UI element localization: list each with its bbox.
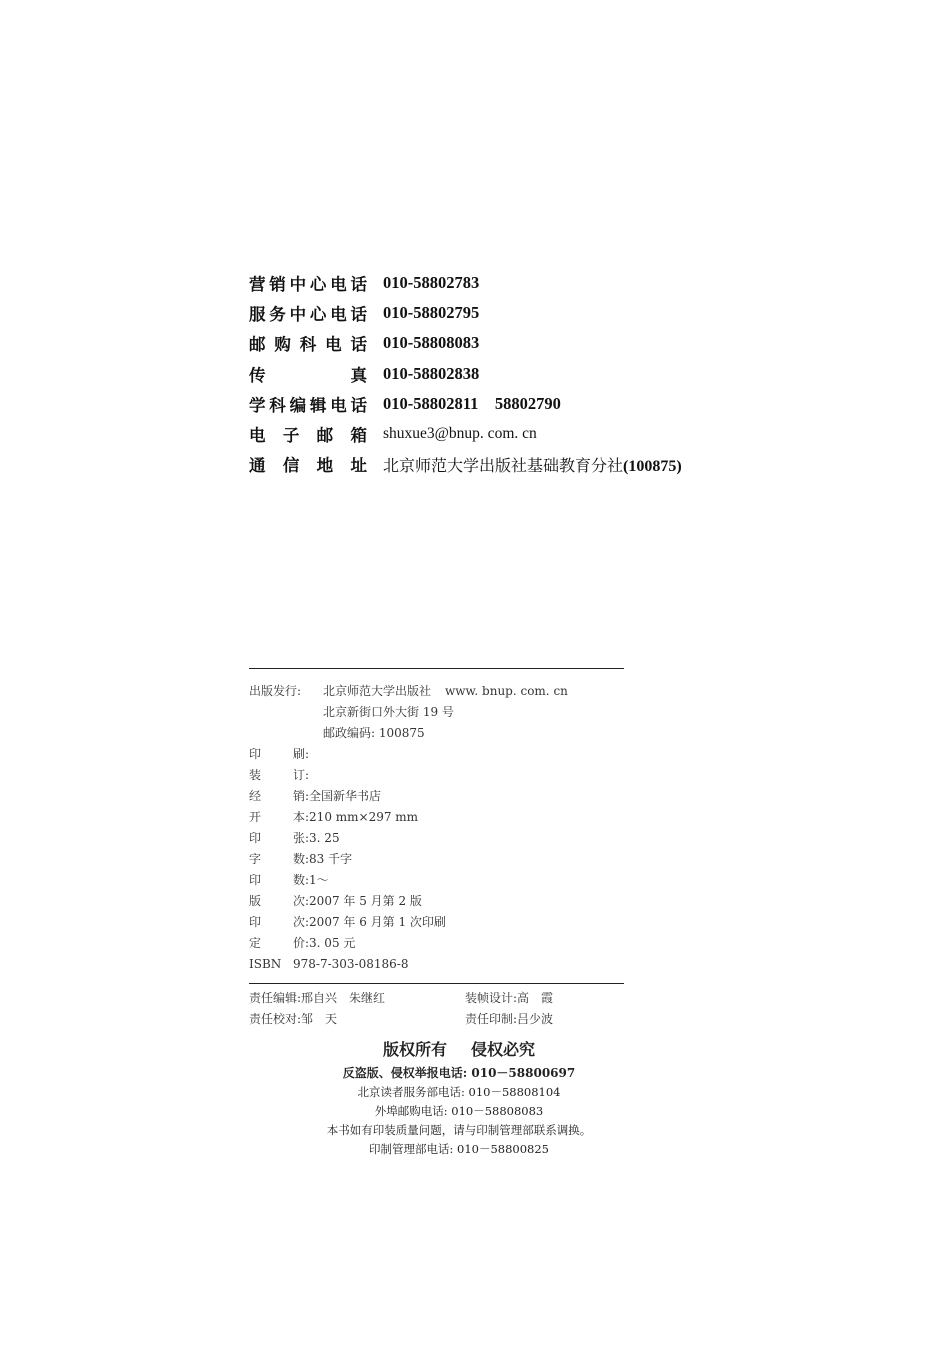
- mail-order-phone: 外埠邮购电话: 010－58808083: [374, 1104, 544, 1118]
- contact-label: 通 信 地 址: [249, 456, 367, 476]
- imprint-label: 字 数: [249, 852, 305, 866]
- top-divider: [249, 668, 624, 669]
- publisher-label: 出版发行:: [249, 684, 302, 698]
- isbn-row: [249, 953, 568, 974]
- imprint-row: 印 刷 :: [249, 746, 310, 761]
- publisher-name: 北京师范大学出版社: [323, 684, 432, 698]
- print-dept-phone: 印制管理部电话: 010－58800825: [368, 1142, 549, 1156]
- imprint-label: 印 刷: [249, 747, 305, 761]
- contact-row-service: [249, 298, 682, 328]
- bottom-divider: [249, 983, 624, 984]
- print-value: 吕少波: [517, 1012, 554, 1026]
- contact-value: 010-58808083: [383, 333, 480, 353]
- address-text: 北京师范大学出版社基础教育分社: [383, 455, 624, 475]
- slogan-infringement: 侵权必究: [471, 1040, 536, 1059]
- imprint-row: 印 张 : 3. 25: [249, 830, 340, 845]
- contact-label: 传 真: [249, 365, 367, 385]
- slogan-all-rights: 版权所有: [382, 1040, 447, 1059]
- isbn-label: ISBN: [249, 956, 282, 971]
- design-value: 高 霞: [517, 991, 554, 1005]
- contact-row-email: [249, 419, 682, 449]
- imprint-label: 印 数: [249, 873, 305, 887]
- copyright-footer: [249, 1037, 669, 1159]
- imprint-row: 经 销 : 全国新华书店: [249, 788, 382, 803]
- imprint-row: 定 价 : 3. 05 元: [249, 935, 356, 950]
- editor-value: 邢自兴 朱继红: [301, 991, 386, 1005]
- contact-label: 学 科 编 辑 电 话: [249, 395, 367, 415]
- contact-row-editorial: [249, 389, 682, 419]
- imprint-value: 83 千字: [309, 852, 353, 866]
- imprint-value: 3. 05 元: [309, 936, 356, 950]
- postcode-row: [249, 722, 568, 743]
- imprint-row: 装 订 :: [249, 767, 310, 782]
- credits-row: [249, 1008, 553, 1029]
- copyright-slogan: [249, 1037, 669, 1063]
- email-value: shuxue3@bnup. com. cn: [383, 425, 537, 443]
- imprint-row: 字 数 : 83 千字: [249, 851, 353, 866]
- imprint-block: [249, 680, 568, 974]
- contact-value: 010-58802811 58802790: [383, 393, 561, 413]
- contact-label: 电 子 邮 箱: [249, 426, 367, 446]
- contact-row-marketing: [249, 268, 682, 298]
- editor-label: 责任编辑:: [249, 991, 302, 1005]
- proof-value: 邹 天: [301, 1012, 338, 1026]
- contact-value: 010-58802795: [383, 303, 480, 323]
- imprint-value: 210 mm×297 mm: [309, 809, 419, 824]
- contact-row-fax: [249, 359, 682, 389]
- publisher-address: 北京新街口外大街 19 号: [323, 705, 454, 719]
- imprint-label: 印 张: [249, 831, 305, 845]
- imprint-label: 版 次: [249, 894, 305, 908]
- imprint-value: 3. 25: [309, 830, 340, 845]
- design-label: 装帧设计:: [465, 991, 518, 1005]
- address-value: [383, 453, 682, 476]
- publisher-address-row: [249, 701, 568, 722]
- contact-label: 服 务 中 心 电 话: [249, 305, 367, 325]
- publisher-postcode: 邮政编码: 100875: [323, 726, 425, 740]
- imprint-label: 定 价: [249, 936, 305, 950]
- credits-row: [249, 987, 553, 1008]
- imprint-value: 1～: [309, 873, 329, 887]
- imprint-row: 印 次 : 2007 年 6 月第 1 次印刷: [249, 914, 446, 929]
- imprint-row: 开 本 : 210 mm×297 mm: [249, 809, 419, 824]
- contact-label: 邮 购 科 电 话: [249, 335, 367, 355]
- contact-value: 010-58802783: [383, 273, 480, 293]
- address-postcode: (100875): [623, 457, 682, 475]
- contact-value: 010-58802838: [383, 363, 480, 383]
- contact-row-mail-order: [249, 328, 682, 358]
- reader-service-phone: 北京读者服务部电话: 010－58808104: [357, 1085, 561, 1099]
- imprint-label: 经 销: [249, 789, 305, 803]
- proof-label: 责任校对:: [249, 1012, 302, 1026]
- credits-block: [249, 987, 553, 1029]
- isbn-value: 978-7-303-08186-8: [293, 956, 409, 971]
- antipiracy-phone: 反盗版、侵权举报电话: 010－58800697: [342, 1066, 576, 1080]
- imprint-value: 全国新华书店: [309, 789, 382, 803]
- imprint-label: 印 次: [249, 915, 305, 929]
- contact-block: [249, 268, 682, 479]
- contact-label: 营 销 中 心 电 话: [249, 275, 367, 295]
- imprint-value: 2007 年 5 月第 2 版: [309, 894, 422, 908]
- contact-row-address: [249, 449, 682, 479]
- quality-notice: 本书如有印装质量问题，请与印制管理部联系调换。: [326, 1123, 592, 1137]
- imprint-label: 开 本: [249, 810, 305, 824]
- imprint-row: 版 次 : 2007 年 5 月第 2 版: [249, 893, 422, 908]
- imprint-label: 装 订: [249, 768, 305, 782]
- print-label: 责任印制:: [465, 1012, 518, 1026]
- imprint-value: 2007 年 6 月第 1 次印刷: [309, 915, 446, 929]
- imprint-row: 印 数 : 1～: [249, 872, 329, 887]
- publisher-website: www. bnup. com. cn: [445, 683, 568, 698]
- publisher-row: [249, 680, 568, 701]
